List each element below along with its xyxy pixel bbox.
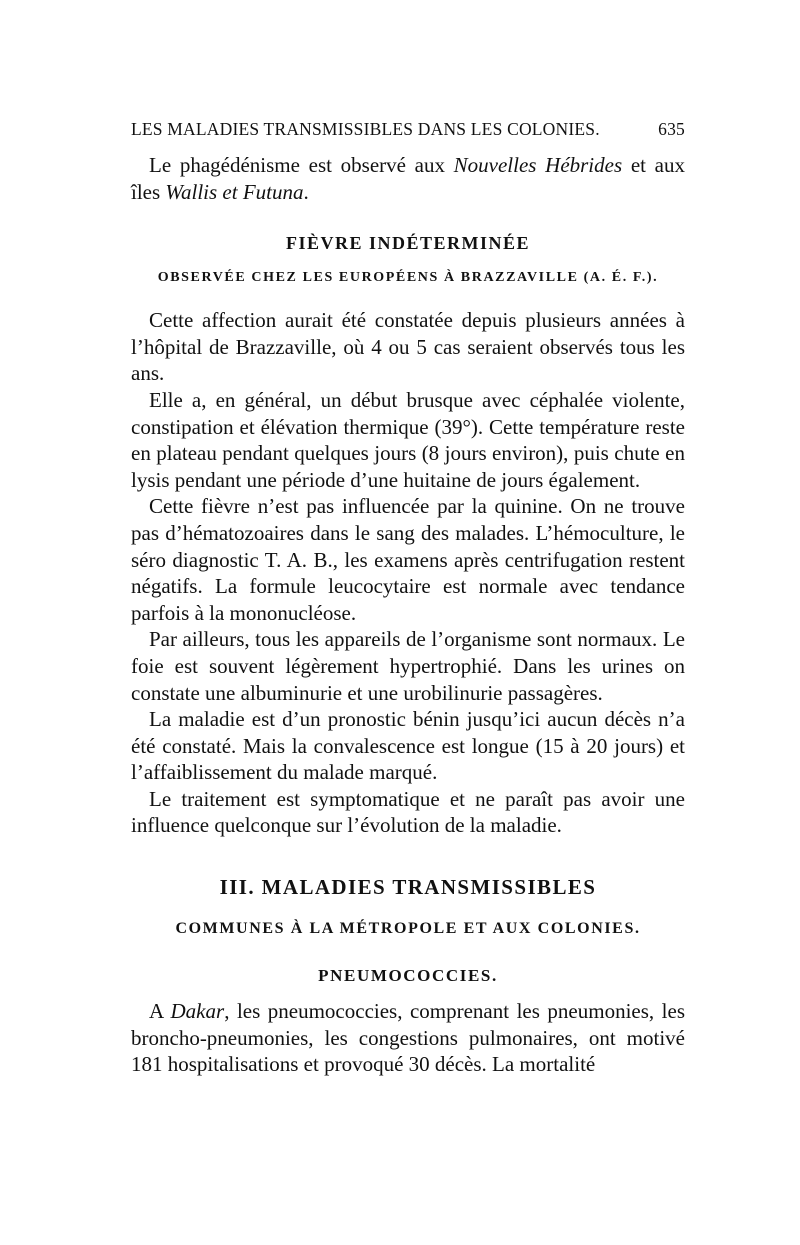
book-page (131, 112, 685, 1078)
running-title: LES MALADIES TRANSMISSIBLES DANS LES COLONIES. (131, 119, 600, 139)
page-number: 635 (658, 119, 685, 139)
place-nouvelles-hebrides: Nouvelles Hébrides (453, 153, 623, 177)
section-title-fievre: FIÈVRE INDÉTERMINÉE (285, 233, 531, 254)
place-wallis-futuna: Wallis et Futuna (165, 179, 304, 204)
intro-text-1: Le phagédénisme est observé aux (149, 153, 454, 177)
section-subtitle-brazzaville: OBSERVÉE CHEZ LES EUROPÉENS À BRAZZAVILLE (A. É. F.). (157, 270, 659, 286)
paragraph: Le traitement est symptomatique et ne paraît pas avoir une influence quelconque sur l’évolution de la maladie. (131, 786, 685, 838)
paragraph: Elle a, en général, un début brusque avec céphalée violente, constipation et élévation thermique (39°). Cette température reste en plateau pendant quelques jours (8 jours environ), puis chute en lysis pendant une période d’une huitaine de jours également. (131, 387, 685, 492)
paragraph: Cette fièvre n’est pas influencée par la quinine. On ne trouve pas d’hématozoaires dans le sang des malades. L’hémoculture, le séro diagnostic T. A. B., les examens après centrifugation restent négatifs. La formule leucocytaire est normale avec tendance parfois à la mononucléose. (131, 494, 685, 625)
section-title-maladies: III. MALADIES TRANSMISSIBLES (219, 875, 597, 900)
place-dakar: Dakar (170, 999, 225, 1024)
section-subtitle-metropole: COMMUNES À LA MÉTROPOLE ET AUX COLONIES. (175, 920, 641, 938)
intro-paragraph (131, 152, 685, 205)
intro-text-2: et aux îles (131, 153, 685, 204)
pneumococcies-paragraph (131, 998, 685, 1078)
paragraph: Cette affection aurait été constatée depuis plusieurs années à l’hôpital de Brazzaville, où 4 ou 5 cas seraient observés tous les ans. (131, 308, 685, 386)
lead-text: A (149, 999, 171, 1024)
section-title-pneumococcies: PNEUMOCOCCIES. (318, 966, 498, 986)
paragraph: Par ailleurs, tous les appareils de l’organisme sont normaux. Le foie est souvent légèrement hypertrophié. Dans les urines on constate une albuminurie et une urobilinurie passagères. (131, 627, 685, 705)
running-header (131, 112, 685, 146)
pneumococcies-text: , les pneumococcies, comprenant les pneumonies, les broncho-pneumonies, les congestions pulmonaires, ont motivé 181 hospitalisations et provoqué 30 décès. La mortalité (131, 999, 685, 1077)
paragraph: La maladie est d’un pronostic bénin jusqu’ici aucun décès n’a été constaté. Mais la convalescence est longue (15 à 20 jours) et l’affaiblissement du malade marqué. (131, 707, 685, 785)
intro-text-3: . (303, 179, 309, 204)
